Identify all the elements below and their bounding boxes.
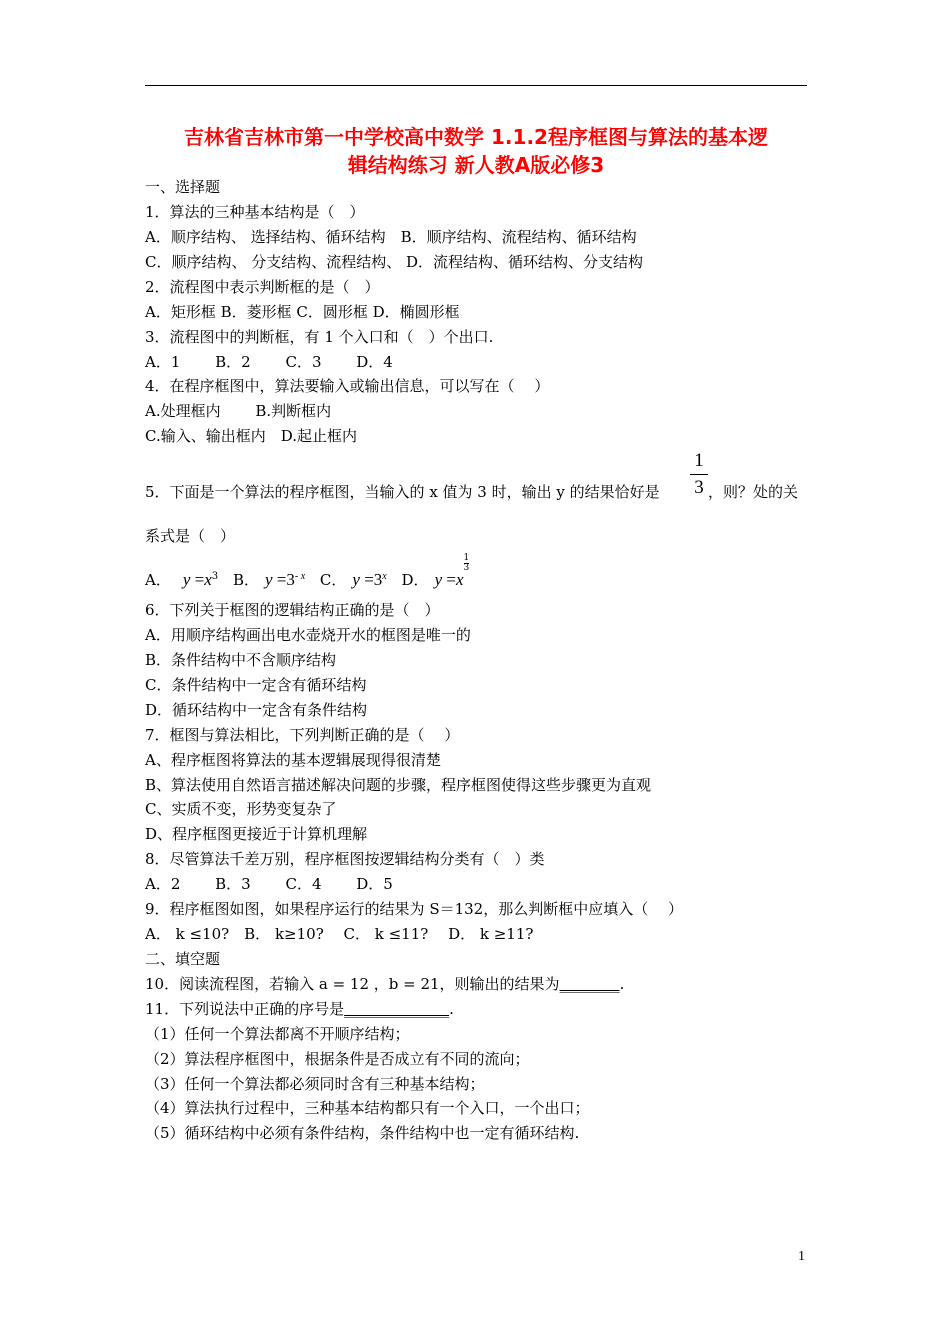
q11-statement-2: （2）算法程序框图中，根据条件是否成立有不同的流向； — [145, 1050, 530, 1068]
q5-options — [145, 553, 470, 593]
q2-stem: 2．流程图中表示判断框的是（ ） — [145, 278, 380, 296]
q5-option-a-label: A． — [145, 571, 171, 589]
q2-options: A．矩形框 B．菱形框 C．圆形框 D．椭圆形框 — [145, 303, 460, 321]
q11-answer-blank[interactable]: ______________ — [344, 1000, 450, 1018]
q4-options-row1: A.处理框内 B.判断框内 — [145, 402, 332, 420]
q5-option-b-formula: $y =3^{- x}$ — [264, 570, 306, 589]
q4-options-row2: C.输入、输出框内 D.起止框内 — [145, 427, 357, 445]
q3-options: A．1 B．2 C．3 D．4 — [145, 353, 393, 371]
q8-stem: 8．尽管算法千差万别，程序框图按逻辑结构分类有（ ）类 — [145, 850, 545, 868]
fraction-denominator: 3 — [694, 477, 704, 498]
q6-option-a: A．用顺序结构画出电水壶烧开水的框图是唯一的 — [145, 626, 471, 644]
title-line-2: 辑结构练习 新人教A版必修3 — [347, 153, 605, 177]
page-number: 1 — [798, 1249, 805, 1264]
q7-option-d: D、程序框图更接近于计算机理解 — [145, 825, 368, 843]
q11-statement-3: （3）任何一个算法都必须同时含有三种基本结构； — [145, 1075, 485, 1093]
q6-option-b: B．条件结构中不含顺序结构 — [145, 651, 337, 669]
q5-option-c-formula: $y =3^x$ — [352, 570, 387, 589]
q5-stem-2: 系式是（ ） — [145, 527, 236, 545]
q5-fraction — [690, 450, 708, 499]
q6-option-c: C．条件结构中一定含有循环结构 — [145, 676, 367, 694]
q5-option-a-formula: $y =x^3$ — [182, 570, 219, 589]
q7-option-a: A、程序框图将算法的基本逻辑展现得很清楚 — [145, 751, 441, 769]
q5-option-d-exponent: $\frac{1}{3}$ — [463, 553, 470, 573]
q10-stem: 10．阅读流程图，若输入 a = 12 ，b = 21，则输出的结果为________. — [145, 975, 625, 993]
q3-stem: 3．流程图中的判断框，有 1 个入口和（ ）个出口. — [145, 328, 494, 346]
q7-stem: 7．框图与算法相比，下列判断正确的是（ ） — [145, 726, 460, 744]
q9-stem: 9．程序框图如图，如果程序运行的结果为 S＝132，那么判断框中应填入（ ） — [145, 900, 683, 918]
q5-option-d-formula: y =x $\frac{1}{3}$ — [434, 553, 470, 589]
q1-options-row2: C．顺序结构、 分支结构、流程结构、 D．流程结构、循环结构、分支结构 — [145, 253, 644, 271]
q5-option-b-label: B． — [232, 571, 259, 589]
q1-options-row1: A．顺序结构、 选择结构、循环结构 B．顺序结构、流程结构、循环结构 — [145, 228, 637, 246]
q11-statement-5: （5）循环结构中必须有条件结构，条件结构中也一定有循环结构. — [145, 1124, 580, 1142]
title-line-1: 吉林省吉林市第一中学校高中数学 1.1.2程序框图与算法的基本逻 — [184, 125, 768, 149]
section-choice: 一、选择题 — [145, 178, 221, 196]
q1-stem: 1．算法的三种基本结构是（ ） — [145, 203, 365, 221]
q10-stem-text: 10．阅读流程图，若输入 a = 12 ，b = 21，则输出的结果为 — [145, 975, 560, 993]
header-rule — [145, 85, 807, 86]
q7-option-c: C、实质不变，形势变复杂了 — [145, 800, 337, 818]
section-fill: 二、填空题 — [145, 950, 221, 968]
q5-stem — [145, 482, 660, 502]
q11-stem: 11．下列说法中正确的序号是______________. — [145, 1000, 454, 1018]
q7-option-b: B、算法使用自然语言描述解决问题的步骤，程序框图使得这些步骤更为直观 — [145, 776, 652, 794]
q9-options: A． k ≤10? B． k≥10? C． k ≤11? D． k ≥11? — [145, 925, 534, 943]
q4-stem: 4．在程序框图中，算法要输入或输出信息，可以写在（ ） — [145, 377, 550, 395]
q6-option-d: D．循环结构中一定含有条件结构 — [145, 701, 368, 719]
q5-stem-text: 5．下面是一个算法的程序框图，当输入的 x 值为 3 时，输出 y 的结果恰好是 — [145, 483, 660, 501]
q11-stem-text: 11．下列说法中正确的序号是 — [145, 1000, 345, 1018]
q5-stem-tail: ，则？处的关 — [708, 483, 799, 501]
q8-options: A．2 B．3 C．4 D．5 — [145, 875, 393, 893]
fraction-numerator: 1 — [694, 450, 704, 471]
q11-statement-1: （1）任何一个算法都离不开顺序结构； — [145, 1025, 410, 1043]
q11-statement-4: （4）算法执行过程中，三种基本结构都只有一个入口，一个出口； — [145, 1099, 590, 1117]
q10-answer-blank[interactable]: ________ — [559, 975, 620, 993]
q5-option-d-label: D． — [401, 571, 429, 589]
q5-option-c-label: C． — [319, 571, 347, 589]
fraction-bar — [690, 474, 708, 475]
document-title — [145, 123, 807, 179]
q6-stem: 6．下列关于框图的逻辑结构正确的是（ ） — [145, 601, 440, 619]
